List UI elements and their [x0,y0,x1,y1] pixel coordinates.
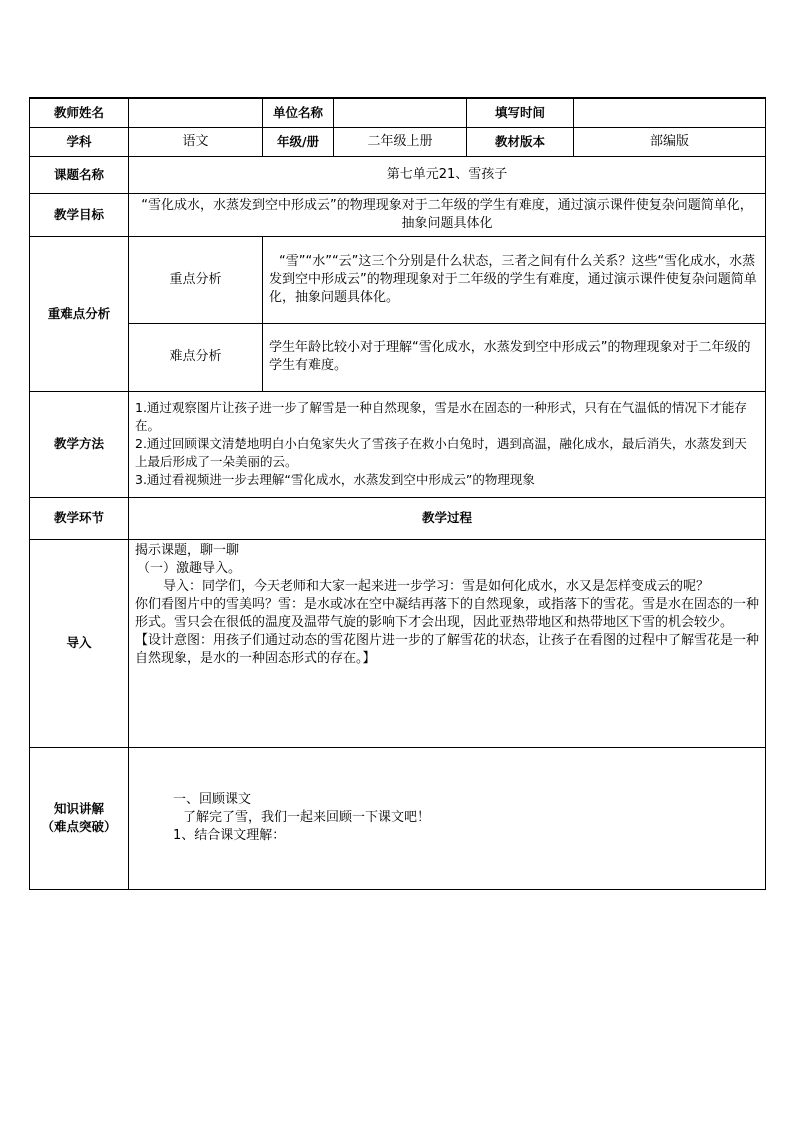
intro-line-2: （一）激趣导入。 [137,560,242,576]
info-row [30,127,766,156]
difficulty-label: 难点分析 [129,323,263,391]
lesson-title-row [30,156,766,193]
intro-line-4: 你们看图片中的雪美吗？雪：是水或冰在空中凝结再落下的自然现象，或指落下的雪花。雪是水在固态的一种形式。雪只会在很低的温度及温带气旋的影响下才会出现，因此亚热带地区和热带地区下雪的机会较少。 [135,596,760,630]
analysis-label: 重难点分析 [30,236,129,391]
header-row [30,98,766,127]
goal-label: 教学目标 [30,193,129,236]
knowledge-line-3: 1、结合课文理解： [173,828,286,843]
key-text: “雪”“水”“云”这三个分别是什么状态，三者之间有什么关系？这些“雪化成水，水蒸发到空中形成云”的物理现象对于二年级的学生有难度，通过演示课件使复杂问题简单化，抽象问题具体化。 [263,236,766,323]
teacher-label: 教师姓名 [30,98,129,127]
process-header-row [30,497,766,539]
method-content [129,391,766,497]
key-analysis-row [30,236,766,323]
method-item-2: 2.通过回顾课文清楚地明白小白兔家失火了雪孩子在救小白兔时，遇到高温，融化成水，最后消失，水蒸发到天上最后形成了一朵美丽的云。 [135,436,747,469]
subject-value: 语文 [129,127,263,156]
intro-content [129,539,766,747]
edition-label: 教材版本 [467,127,574,156]
intro-line-1: 揭示课题，聊一聊 [135,542,240,558]
lesson-title-value: 第七单元21、雪孩子 [129,156,766,193]
method-label: 教学方法 [30,391,129,497]
grade-value: 二年级上册 [334,127,467,156]
lesson-title-label: 课题名称 [30,156,129,193]
goal-row [30,193,766,236]
intro-line-3: 导入：同学们，今天老师和大家一起来进一步学习：雪是如何化成水，水又是怎样变成云的呢？ [163,578,710,594]
intro-line-5: 【设计意图：用孩子们通过动态的雪花图片进一步的了解雪花的状态，让孩子在看图的过程中了解雪花是一种自然现象，是水的一种固态形式的存在。】 [135,632,760,666]
process-stage-label: 教学环节 [30,497,129,539]
difficulty-row [30,323,766,391]
knowledge-row [30,747,766,889]
difficulty-text: 学生年龄比较小对于理解“雪化成水，水蒸发到空中形成云”的物理现象对于二年级的学生有难度。 [263,323,766,391]
grade-label: 年级/册 [263,127,334,156]
intro-row [30,539,766,747]
method-item-1: 1.通过观察图片让孩子进一步了解雪是一种自然现象，雪是水在固态的一种形式，只有在气温低的情况下才能存在。 [135,400,747,433]
method-item-3: 3.通过看视频进一步去理解“雪化成水，水蒸发到空中形成云”的物理现象 [135,472,535,487]
subject-label: 学科 [30,127,129,156]
unit-label: 单位名称 [263,98,334,127]
key-label: 重点分析 [129,236,263,323]
edition-value: 部编版 [574,127,766,156]
goal-text: “雪化成水，水蒸发到空中形成云”的物理现象对于二年级的学生有难度，通过演示课件使复杂问题简单化，抽象问题具体化 [129,193,766,236]
lesson-plan-table [29,97,766,890]
knowledge-line-1: 一、回顾课文 [173,792,252,807]
knowledge-content [129,747,766,889]
method-row [30,391,766,497]
knowledge-label [30,747,129,889]
knowledge-line-2: 了解完了雪，我们一起来回顾一下课文吧！ [183,810,431,825]
date-value [574,98,766,127]
date-label: 填写时间 [467,98,574,127]
intro-label: 导入 [30,539,129,747]
unit-value [334,98,467,127]
knowledge-label-line-2: （难点突破） [41,819,117,834]
knowledge-label-line-1: 知识讲解 [53,801,104,816]
process-title: 教学过程 [129,497,766,539]
teacher-value [129,98,263,127]
